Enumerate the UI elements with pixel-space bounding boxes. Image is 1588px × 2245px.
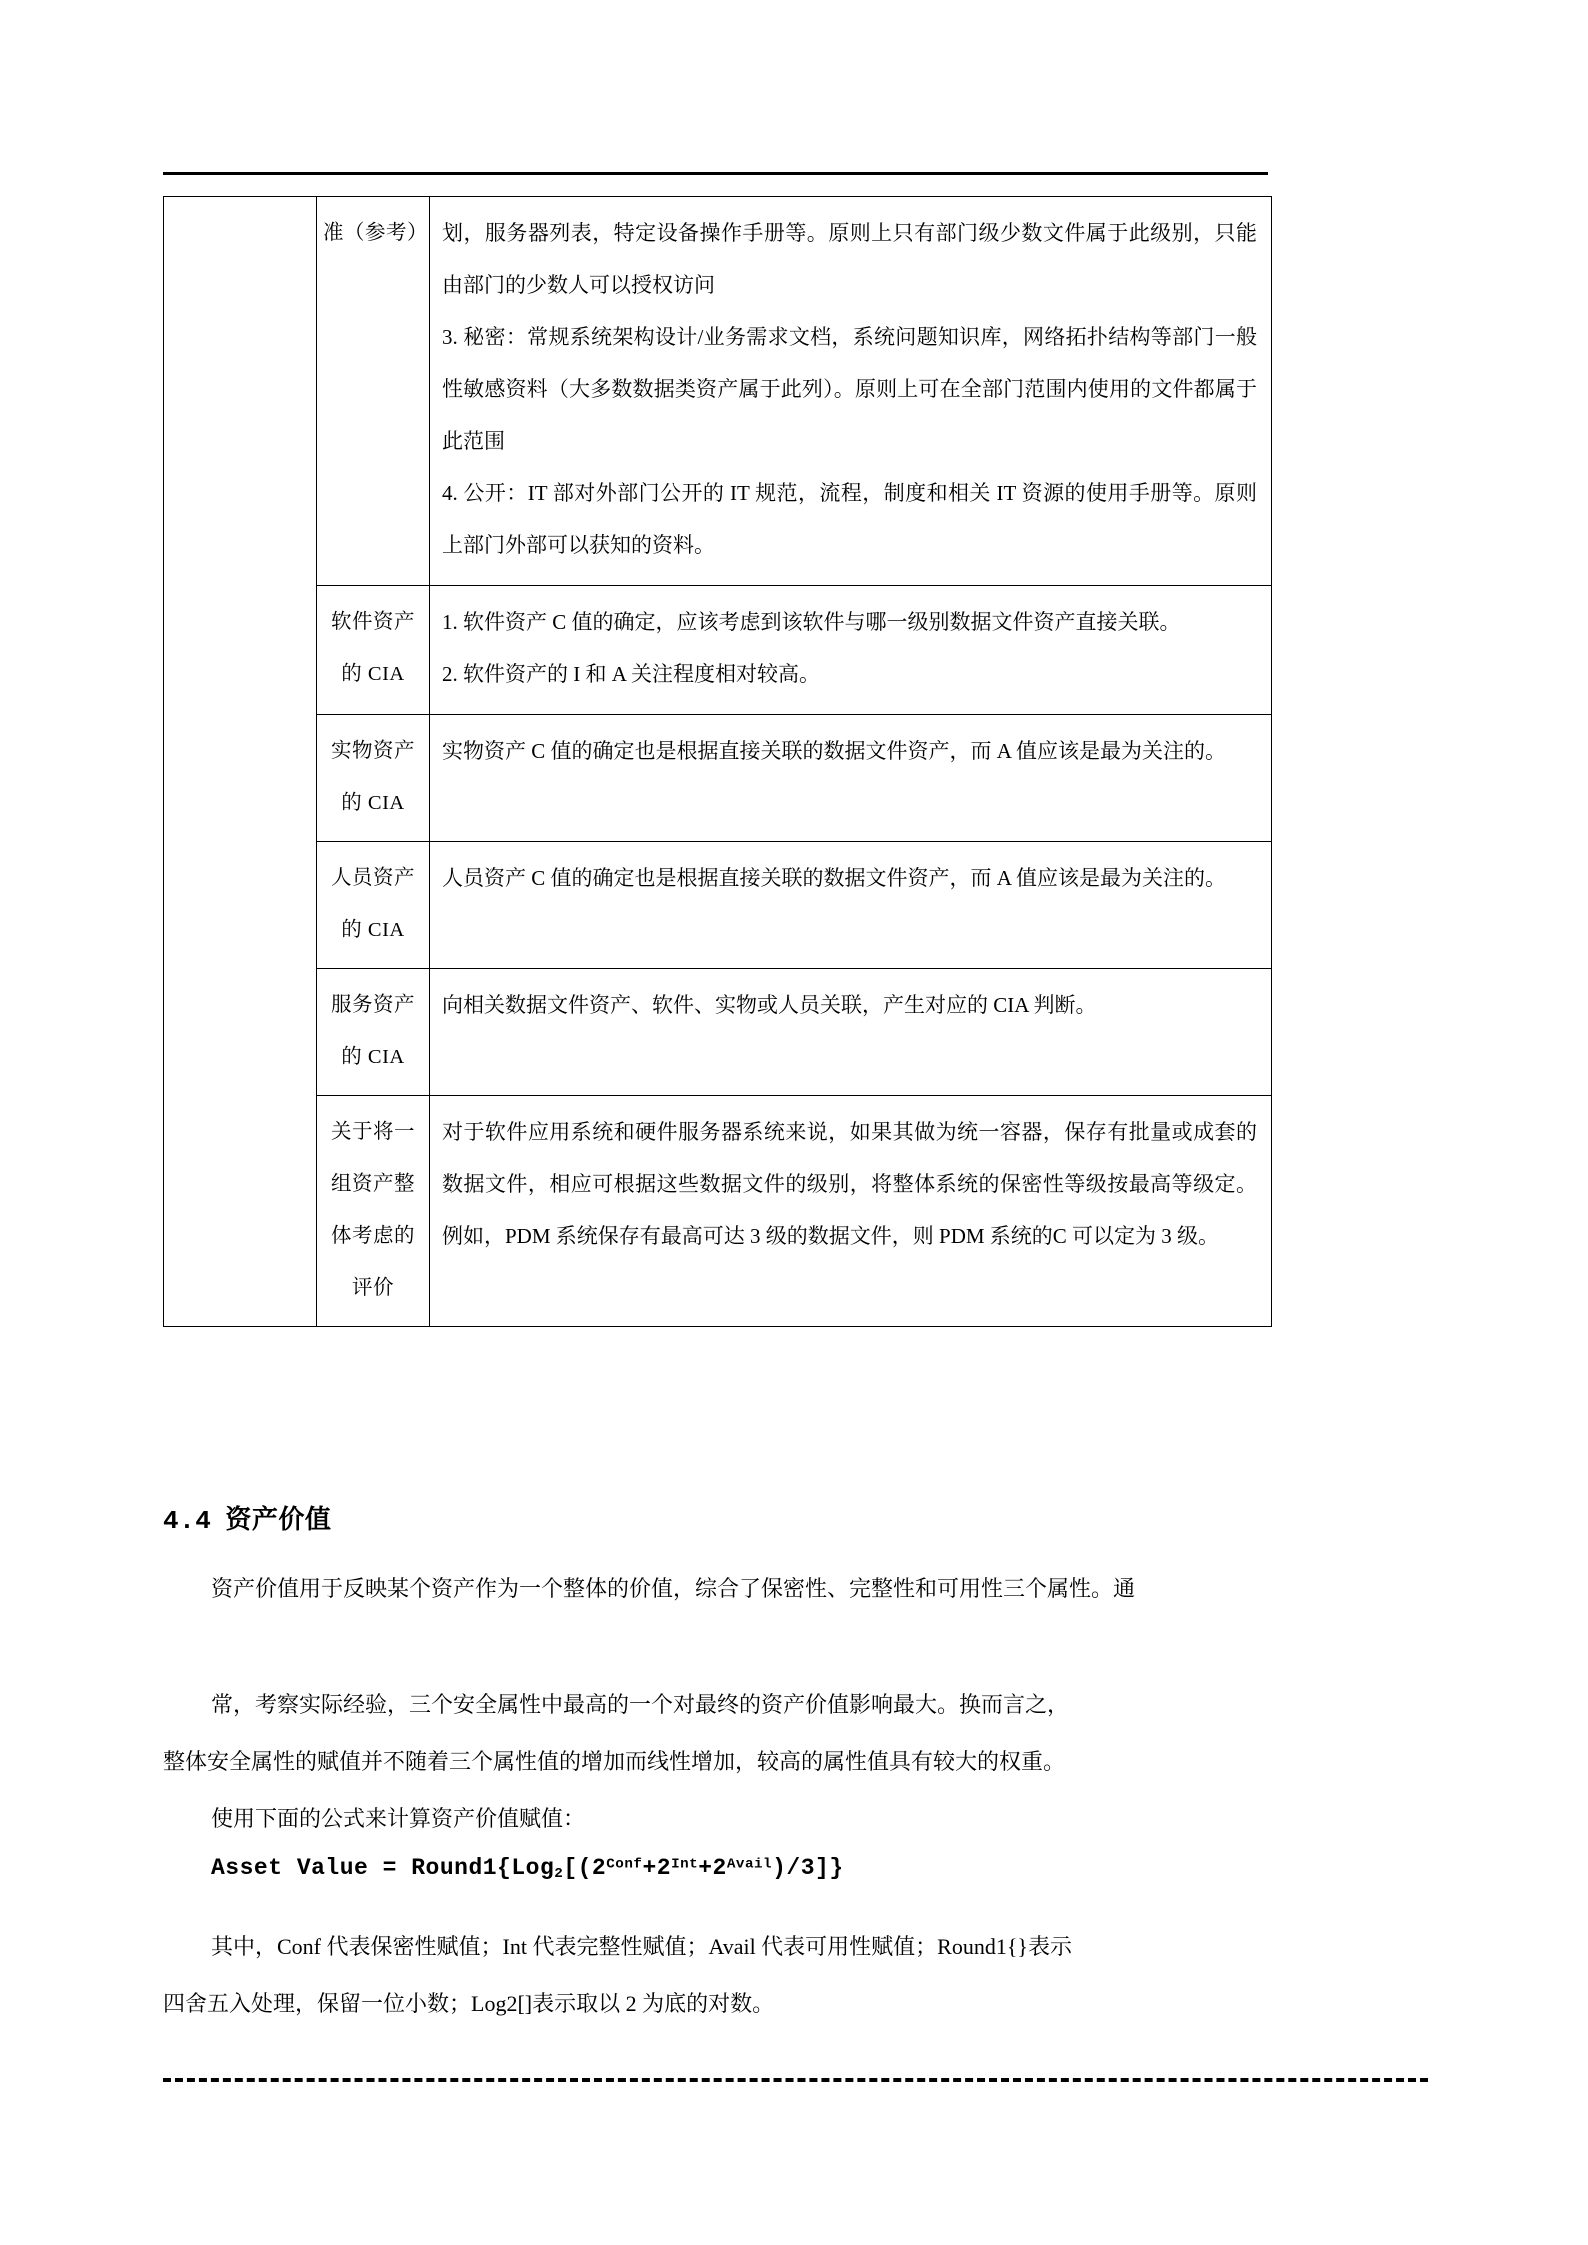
paragraph-formula-lead-in: [163, 1790, 1268, 1847]
body-paragraph: 向相关数据文件资产、软件、实物或人员关联，产生对应的 CIA 判断。: [442, 993, 1097, 1017]
body-paragraph: 2. 软件资产的 I 和 A 关注程度相对较高。: [442, 662, 820, 686]
body-paragraph: 4. 公开：IT 部对外部门公开的 IT 规范，流程，制度和相关 IT 资源的使用手册等。原则上部门外部可以获知的资料。: [442, 481, 1257, 557]
label-line: 评价: [352, 1277, 394, 1299]
formula-plus-two: +2: [698, 1855, 727, 1881]
label-stack: [317, 842, 429, 968]
formula-sup-conf: Conf: [606, 1856, 643, 1873]
label-line: 关于将一: [331, 1121, 415, 1143]
paragraph-formula-legend: [163, 1918, 1268, 2032]
table-cell-label: [317, 586, 430, 715]
table-cell-body: [430, 1096, 1272, 1327]
section-title: 资产价值: [225, 1504, 332, 1534]
label-line: 的 CIA: [341, 1046, 405, 1068]
formula-lhs: Asset Value = Round1{Log: [211, 1855, 555, 1881]
paragraph-line: 整体安全属性的赋值并不随着三个属性值的增加而线性增加，较高的属性值具有较大的权重。: [163, 1749, 1066, 1774]
formula-log-base: 2: [554, 1866, 564, 1883]
body-stack: [430, 1096, 1271, 1276]
body-paragraph: 1. 软件资产 C 值的确定，应该考虑到该软件与哪一级别数据文件资产直接关联。: [442, 610, 1181, 634]
body-paragraph: 3. 秘密：常规系统架构设计/业务需求文档，系统问题知识库，网络拓扑结构等部门一般性敏感资料（大多数数据类资产属于此列）。原则上可在全部门范围内使用的文件都属于此范围: [442, 325, 1257, 453]
table-row: [164, 715, 1272, 842]
section-heading: [163, 1499, 331, 1536]
table-row: [164, 586, 1272, 715]
asset-cia-table: [163, 196, 1272, 1327]
label-line: 体考虑的: [331, 1225, 415, 1247]
label-line: 软件资产: [331, 611, 415, 633]
formula-sup-int: Int: [671, 1856, 699, 1873]
label-stack: [317, 1096, 429, 1326]
table-row: [164, 1096, 1272, 1327]
paragraph-attribute-weight: [163, 1676, 1268, 1790]
body-stack: [430, 969, 1271, 1045]
formula-close: )/3]}: [772, 1855, 844, 1881]
formula-open: [(2: [563, 1855, 607, 1881]
label-line: 人员资产: [331, 867, 415, 889]
label-stack: [317, 586, 429, 712]
body-stack: [430, 842, 1271, 918]
label-line: 实物资产: [331, 740, 415, 762]
label-line: 组资产整: [331, 1173, 415, 1195]
paragraph-asset-value-intro: [163, 1560, 1268, 1617]
paragraph-line: 其中，Conf 代表保密性赋值；Int 代表完整性赋值；Avail 代表可用性赋值；Round1{}表示: [211, 1934, 1072, 1959]
label-line: 服务资产: [331, 994, 415, 1016]
body-paragraph: 人员资产 C 值的确定也是根据直接关联的数据文件资产，而 A 值应该是最为关注的。: [442, 866, 1227, 890]
table-cell-body: [430, 842, 1272, 969]
label-stack: [317, 197, 429, 271]
paragraph-line: 四舍五入处理，保留一位小数；Log2[]表示取以 2 为底的对数。: [163, 1991, 775, 2016]
label-stack: [317, 715, 429, 841]
table-cell-label: [317, 715, 430, 842]
label-line: 的 CIA: [341, 919, 405, 941]
body-paragraph: 划，服务器列表，特定设备操作手册等。原则上只有部门级少数文件属于此级别，只能由部门的少数人可以授权访问: [442, 221, 1257, 297]
table-cell-label: [317, 1096, 430, 1327]
body-stack: [430, 586, 1271, 714]
table-cell-body: [430, 715, 1272, 842]
table-cell-body: [430, 197, 1272, 586]
paragraph-line: 资产价值用于反映某个资产作为一个整体的价值，综合了保密性、完整性和可用性三个属性。通: [211, 1576, 1136, 1601]
table-cell-body: [430, 969, 1272, 1096]
label-line: 准（参考）: [323, 222, 428, 244]
table-cell-label: [317, 197, 430, 586]
table-cell-label: [317, 842, 430, 969]
body-paragraph: 实物资产 C 值的确定也是根据直接关联的数据文件资产，而 A 值应该是最为关注的。: [442, 739, 1227, 763]
table-cell-label: [317, 969, 430, 1096]
table-cell-body: [430, 586, 1272, 715]
paragraph-line: 使用下面的公式来计算资产价值赋值：: [211, 1806, 586, 1831]
label-line: 的 CIA: [341, 663, 405, 685]
label-line: 的 CIA: [341, 792, 405, 814]
body-stack: [430, 197, 1271, 585]
label-stack: [317, 969, 429, 1095]
table-row: [164, 842, 1272, 969]
header-rule: [163, 172, 1268, 175]
body-stack: [430, 715, 1271, 791]
paragraph-line: 常，考察实际经验，三个安全属性中最高的一个对最终的资产价值影响最大。换而言之，: [211, 1692, 1070, 1717]
table-cell-spanning-category: [164, 197, 317, 1327]
footer-dashed-rule: [163, 2078, 1428, 2082]
asset-value-formula: [163, 1855, 1268, 1882]
formula-sup-avail: Avail: [726, 1856, 773, 1873]
section-number: 4.4: [163, 1506, 212, 1536]
table-row: [164, 969, 1272, 1096]
formula-plus-one: +2: [642, 1855, 672, 1881]
body-paragraph: 对于软件应用系统和硬件服务器系统来说，如果其做为统一容器，保存有批量或成套的数据文件，相应可根据这些数据文件的级别，将整体系统的保密性等级按最高等级定。例如，PDM 系统保存有最高可达 3 级的数据文件，则 PDM 系统的C 可以定为 3 级。: [442, 1120, 1257, 1248]
table-row: [164, 197, 1272, 586]
